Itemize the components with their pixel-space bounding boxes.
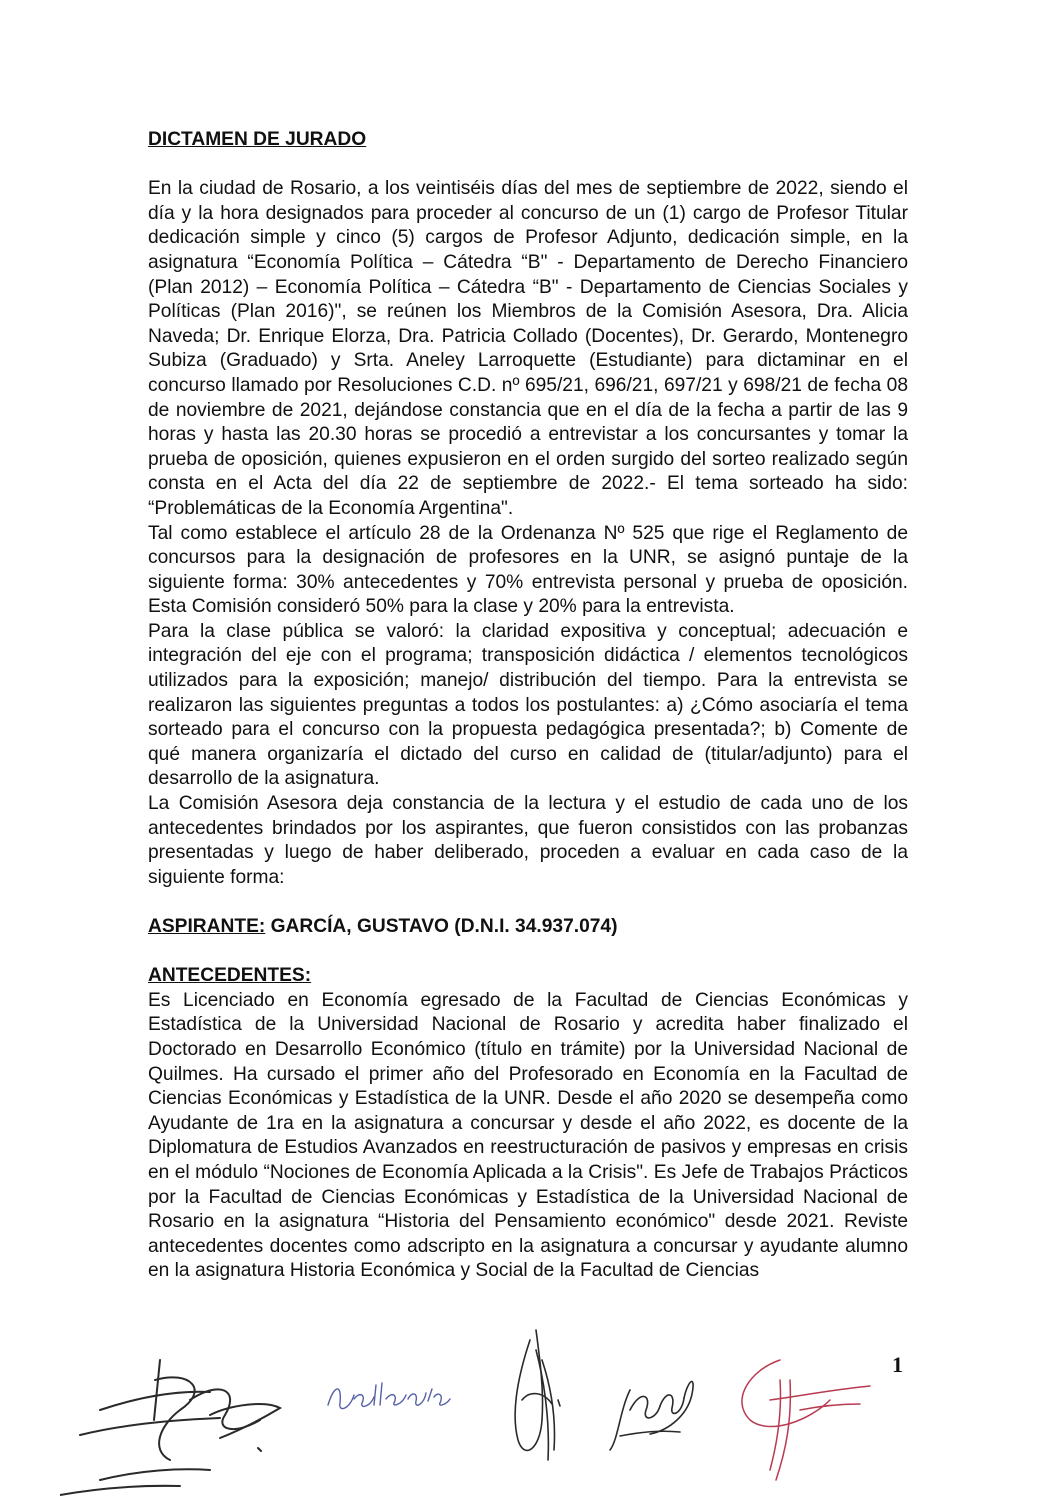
paragraph-intro: En la ciudad de Rosario, a los veintiséis días del mes de septiembre de 2022, siendo el día y la hora designados para proceder al concurso de un (1) cargo de Profesor Titular dedicación simple y cinco (5) cargos de Profesor Adjunto, dedicación simple, en la asignatura “Economía Política – Cátedra “B" - Departamento de Derecho Financiero (Plan 2012) – Economía Política – Cátedra “B" - Departamento de Ciencias Sociales y Políticas (Plan 2016)", se reúnen los Miembros de la Comisión Asesora, Dra. Alicia Naveda; Dr. Enrique Elorza, Dra. Patricia Collado (Docentes), Dr. Gerardo, Montenegro Subiza (Graduado) y Srta. Aneley Larroquette (Estudiante) para dictaminar en el concurso llamado por Resoluciones C.D. nº 695/21, 696/21, 697/21 y 698/21 de fecha 08 de noviembre de 2021, dejándose constancia que en el día de la fecha a partir de las 9 horas y hasta las 20.30 horas se procedió a entrevistar a los concursantes y tomar la prueba de oposición, quienes expusieron en el orden surgido del sorteo realizado según consta en el Acta del día 22 de septiembre de 2022.- El tema sorteado ha sido: “Problemáticas de la Economía Argentina". [148,178,908,519]
signature-row [0,1320,1058,1497]
spacer [148,940,908,965]
document-title: DICTAMEN DE JURADO [148,129,367,150]
antecedentes-paragraph: Es Licenciado en Economía egresado de la Facultad de Ciencias Económicas y Estadística de la Universidad Nacional de Rosario y acredita haber finalizado el Doctorado en Desarrollo Económico (título en trámite) por la Universidad Nacional de Quilmes. Ha cursado el primer año del Profesorado en Economía en la Facultad de Ciencias Económicas y Estadística de la UNR. Desde el año 2020 se desempeña como Ayudante de 1ra en la asignatura a concursar y desde el año 2022, es docente de la Diplomatura de Estudios Avanzados en reestructuración de pasivos y empresas en crisis en el módulo “Nociones de Economía Aplicada a la Crisis". Es Jefe de Trabajos Prácticos por la Facultad de Ciencias Económicas y Estadística de la Universidad Nacional de Rosario en la asignatura “Historia del Pensamiento económico" desde 2021. Reviste antecedentes docentes como adscripto en la asignatura a concursar y ayudante alumno en la asignatura Historia Económica y Social de la Facultad de Ciencias [148,989,908,1282]
signature-1 [60,1320,290,1497]
page-number: 1 [892,1352,903,1377]
paragraph-comision: La Comisión Asesora deja constancia de la lectura y el estudio de cada uno de los antecedentes brindados por los aspirantes, que fueron consistidos con las probanzas presentadas y luego de haber deliberado, proceden a evaluar en cada caso de la siguiente forma: [148,793,908,888]
signature-5 [720,1340,880,1490]
spacer [148,153,908,178]
document-body [148,128,908,1284]
paragraph-clase-publica: Para la clase pública se valoró: la claridad expositiva y conceptual; adecuación e integración del eje con el programa; transposición didáctica / elementos tecnológicos utilizados para la exposición; manejo/ distribución del tiempo. Para la entrevista se realizaron las siguientes preguntas a todos los postulantes: a) ¿Cómo asociaría el tema sorteado para el concurso con la propuesta pedagógica presentada?; b) Comente de qué manera organizaría el dictado del curso en calidad de (titular/adjunto) para el desarrollo de la asignatura. [148,620,908,790]
paragraph-ordenanza: Tal como establece el artículo 28 de la Ordenanza Nº 525 que rige el Reglamento de concursos para la designación de profesores en la UNR, se asignó puntaje de la siguiente forma: 30% antecedentes y 70% entrevista personal y prueba de oposición. Esta Comisión consideró 50% para la clase y 20% para la entrevista. [148,522,908,618]
signature-3 [500,1320,580,1470]
signature-4 [600,1350,710,1460]
aspirante-line [148,915,908,940]
aspirante-label: ASPIRANTE: [148,916,266,937]
signature-2 [320,1365,460,1425]
aspirante-name: GARCÍA, GUSTAVO (D.N.I. 34.937.074) [265,916,618,937]
antecedentes-heading: ANTECEDENTES: [148,965,312,987]
spacer [148,890,908,915]
